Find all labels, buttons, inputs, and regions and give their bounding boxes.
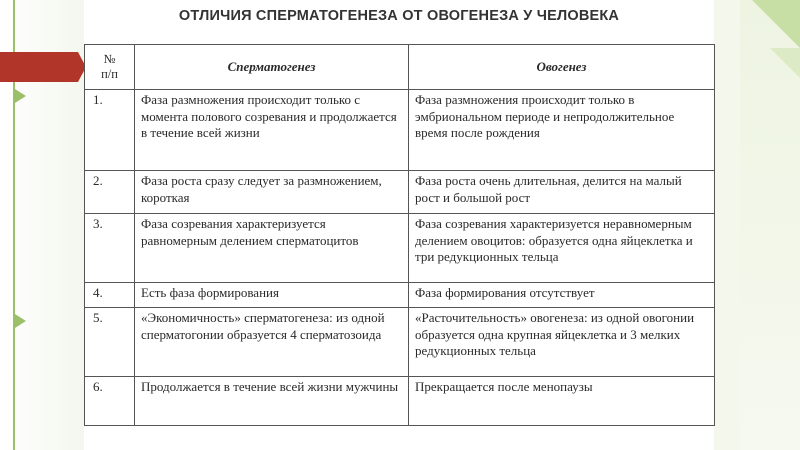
comparison-table: [84, 44, 715, 426]
table-row: [85, 90, 715, 171]
table-row: [85, 171, 715, 214]
header-number: [85, 45, 135, 90]
corner-triangle-icon: [770, 48, 800, 78]
page-title: ОТЛИЧИЯ СПЕРМАТОГЕНЕЗА ОТ ОВОГЕНЕЗА У ЧЕЛОВЕКА: [178, 8, 620, 24]
oogenesis-cell: Прекращается после менопаузы: [409, 377, 715, 426]
table-row: [85, 283, 715, 308]
spermatogenesis-cell: Фаза размножения происходит только с момента полового созревания и продолжается в течение всей жизни: [135, 90, 409, 171]
oogenesis-cell: Фаза формирования отсутствует: [409, 283, 715, 308]
spermatogenesis-cell: Продолжается в течение всей жизни мужчины: [135, 377, 409, 426]
row-number: 3.: [85, 214, 135, 283]
row-number: 6.: [85, 377, 135, 426]
spermatogenesis-cell: Фаза созревания характеризуется равномерным делением сперматоцитов: [135, 214, 409, 283]
spermatogenesis-cell: Есть фаза формирования: [135, 283, 409, 308]
spermatogenesis-cell: Фаза роста сразу следует за размножением, короткая: [135, 171, 409, 214]
oogenesis-cell: «Расточительность» овогенеза: из одной овогонии образуется одна крупная яйцеклетка и 3 мелких редукционных тельца: [409, 308, 715, 377]
arrow-bullet-icon: [15, 314, 26, 328]
document-sheet: [84, 0, 714, 450]
row-number: 4.: [85, 283, 135, 308]
header-number-label: № п/п: [101, 52, 118, 81]
arrow-bullet-icon: [15, 89, 26, 103]
table-row: [85, 377, 715, 426]
table-row: [85, 214, 715, 283]
row-number: 5.: [85, 308, 135, 377]
right-decor-strip: [714, 0, 800, 450]
corner-triangle-icon: [752, 0, 800, 48]
spermatogenesis-cell: «Экономичность» сперматогенеза: из одной сперматогонии образуется 4 сперматозоида: [135, 308, 409, 377]
header-oogenesis: Овогенез: [409, 45, 715, 90]
red-tab-marker: [0, 52, 78, 82]
row-number: 1.: [85, 90, 135, 171]
table-header-row: [85, 45, 715, 90]
table-row: [85, 308, 715, 377]
row-number: 2.: [85, 171, 135, 214]
oogenesis-cell: Фаза созревания характеризуется неравномерным делением овоцитов: образуется одна яйцеклетка и три редукционных тельца: [409, 214, 715, 283]
oogenesis-cell: Фаза размножения происходит только в эмбриональном периоде и непродолжительное время после рождения: [409, 90, 715, 171]
oogenesis-cell: Фаза роста очень длительная, делится на малый рост и большой рост: [409, 171, 715, 214]
header-spermatogenesis: Сперматогенез: [135, 45, 409, 90]
